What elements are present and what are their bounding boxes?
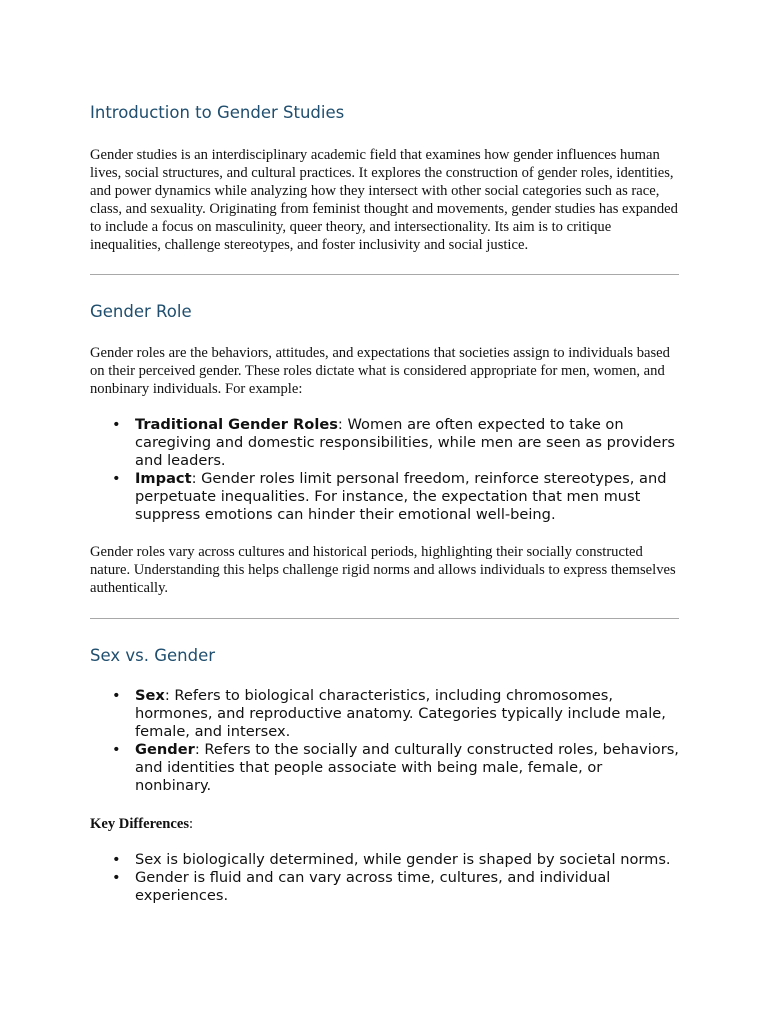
list-item xyxy=(90,851,679,869)
bullet-icon: • xyxy=(112,851,121,868)
sex-gender-list xyxy=(90,687,679,795)
list-item-term: Impact xyxy=(135,470,192,487)
key-differences-title: Key Differences xyxy=(90,816,190,832)
bullet-icon: • xyxy=(112,741,121,758)
differences-list xyxy=(90,851,679,905)
list-item-term: Sex xyxy=(135,687,165,704)
heading-intro: Introduction to Gender Studies xyxy=(90,103,345,122)
heading-sex-vs-gender: Sex vs. Gender xyxy=(90,646,215,665)
section-divider xyxy=(90,274,679,275)
key-differences-label xyxy=(90,815,679,833)
list-item xyxy=(90,869,679,905)
section-divider xyxy=(90,618,679,619)
list-item-term: Gender xyxy=(135,741,195,758)
list-item xyxy=(90,416,679,470)
gender-role-list xyxy=(90,416,679,524)
list-item-text: : Refers to the socially and culturally constructed roles, behaviors, and identities that people associate with being male, female, or nonbinary. xyxy=(135,741,679,794)
list-item-text: : Women are often expected to take on caregiving and domestic responsibilities, while men are seen as providers and leaders. xyxy=(135,416,676,469)
heading-gender-role: Gender Role xyxy=(90,302,192,321)
list-item xyxy=(90,470,679,524)
gender-role-outro: Gender roles vary across cultures and historical periods, highlighting their socially constructed nature. Understanding this helps challenge rigid norms and allows individuals to express themselves authentically. xyxy=(90,544,676,596)
list-item-text: Gender is fluid and can vary across time, cultures, and individual experiences. xyxy=(135,869,611,904)
key-differences-colon: : xyxy=(189,816,194,832)
list-item-term: Traditional Gender Roles xyxy=(135,416,338,433)
list-item xyxy=(90,687,679,741)
list-item-text: : Refers to biological characteristics, including chromosomes, hormones, and reproductive anatomy. Categories typically include male, female, and intersex. xyxy=(135,687,666,740)
bullet-icon: • xyxy=(112,416,121,433)
list-item-text: Sex is biologically determined, while gender is shaped by societal norms. xyxy=(135,851,671,868)
bullet-icon: • xyxy=(112,470,121,487)
intro-paragraph: Gender studies is an interdisciplinary academic field that examines how gender influences human lives, social structures, and cultural practices. It explores the construction of gender roles, identities, and power dynamics while analyzing how they intersect with other social categories such as race, class, and sexuality. Originating from feminist thought and movements, gender studies has expanded to include a focus on masculinity, queer theory, and intersectionality. Its aim is to critique inequalities, challenge stereotypes, and foster inclusivity and social justice. xyxy=(90,147,678,253)
list-item xyxy=(90,741,679,795)
bullet-icon: • xyxy=(112,869,121,886)
gender-role-intro: Gender roles are the behaviors, attitudes, and expectations that societies assign to individuals based on their perceived gender. These roles dictate what is considered appropriate for men, women, and nonbinary individuals. For example: xyxy=(90,345,670,397)
bullet-icon: • xyxy=(112,687,121,704)
list-item-text: : Gender roles limit personal freedom, reinforce stereotypes, and perpetuate inequalities. For instance, the expectation that men must suppress emotions can hinder their emotional well-being. xyxy=(135,470,667,523)
